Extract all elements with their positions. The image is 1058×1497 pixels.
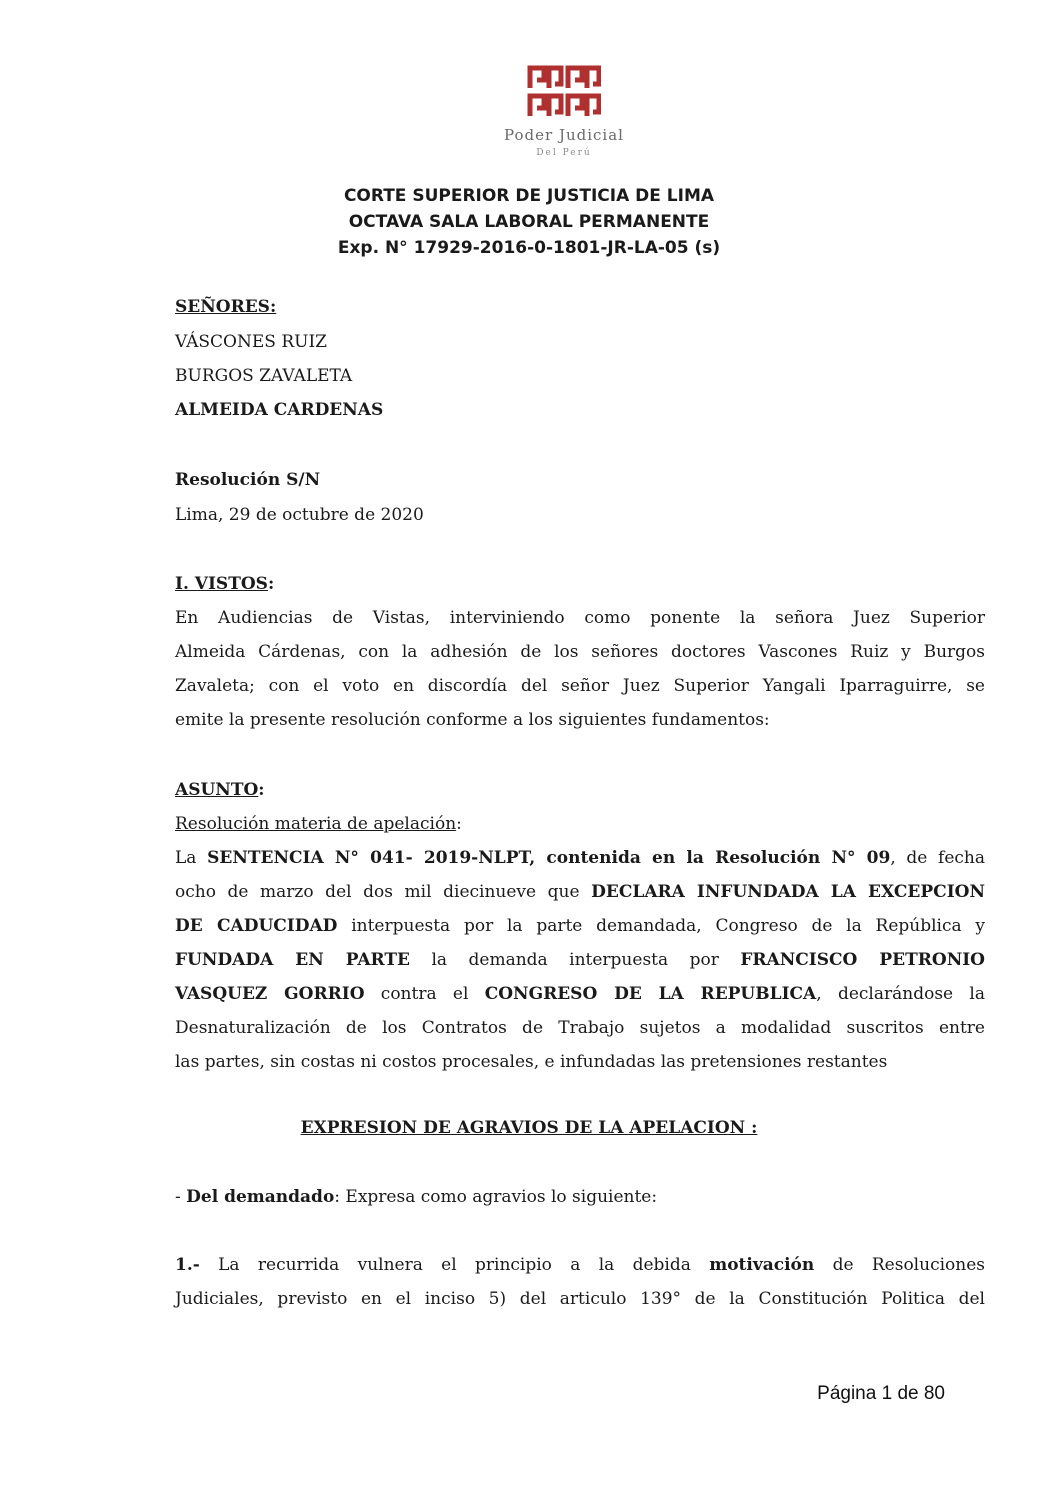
judge-name: BURGOS ZAVALETA	[175, 366, 353, 386]
court-name: CORTE SUPERIOR DE JUSTICIA DE LIMA	[343, 186, 715, 206]
paragraph-line: DE CADUCIDAD interpuesta por la parte demandada, Congreso de la República y	[175, 916, 986, 936]
org-name: Poder Judicial	[504, 126, 624, 144]
resolution-date: Lima, 29 de octubre de 2020	[175, 505, 424, 525]
paragraph-line: 1.- La recurrida vulnera el principio a la debida motivación de Resoluciones	[175, 1255, 985, 1275]
paragraph-line: las partes, sin costas ni costos procesales, e infundadas las pretensiones restantes	[175, 1052, 888, 1072]
poder-judicial-icon	[527, 64, 601, 120]
paragraph-line: En Audiencias de Vistas, interviniendo como ponente la señora Juez Superior	[175, 608, 985, 628]
org-country: Del Perú	[536, 148, 592, 158]
demandado-line: - Del demandado: Expresa como agravios lo siguiente:	[175, 1187, 658, 1207]
paragraph-line: ocho de marzo del dos mil diecinueve que DECLARA INFUNDADA LA EXCEPCION	[175, 882, 985, 902]
paragraph-line: FUNDADA EN PARTE la demanda interpuesta por FRANCISCO PETRONIO	[175, 950, 985, 970]
vistos-heading: I. VISTOS:	[175, 574, 275, 594]
paragraph-line: Desnaturalización de los Contratos de Trabajo sujetos a modalidad suscritos entre	[175, 1018, 985, 1038]
paragraph-line: La SENTENCIA N° 041- 2019-NLPT, contenida en la Resolución N° 09, de fecha	[175, 848, 986, 868]
paragraph-line: Zavaleta; con el voto en discordía del señor Juez Superior Yangali Iparraguirre, se	[175, 676, 985, 696]
agravios-heading: EXPRESION DE AGRAVIOS DE LA APELACION :	[300, 1118, 758, 1138]
case-number: Exp. N° 17929-2016-0-1801-JR-LA-05 (s)	[337, 238, 721, 258]
asunto-heading: ASUNTO:	[175, 780, 265, 800]
court-logo	[484, 64, 644, 164]
paragraph-line: VASQUEZ GORRIO contra el CONGRESO DE LA REPUBLICA, declarándose la	[175, 984, 985, 1004]
paragraph-line: Almeida Cárdenas, con la adhesión de los señores doctores Vascones Ruiz y Burgos	[175, 642, 985, 662]
senores-heading: SEÑORES:	[175, 297, 277, 317]
paragraph-line: Judiciales, previsto en el inciso 5) del articulo 139° de la Constitución Politica del	[175, 1289, 985, 1309]
asunto-subheading: Resolución materia de apelación:	[175, 814, 462, 834]
judge-name: VÁSCONES RUIZ	[175, 332, 327, 352]
chamber-name: OCTAVA SALA LABORAL PERMANENTE	[348, 212, 710, 232]
page-number: Página 1 de 80	[817, 1383, 945, 1404]
resolution-title: Resolución S/N	[175, 470, 321, 490]
paragraph-line: emite la presente resolución conforme a los siguientes fundamentos:	[175, 710, 770, 730]
judge-name: ALMEIDA CARDENAS	[175, 400, 384, 420]
